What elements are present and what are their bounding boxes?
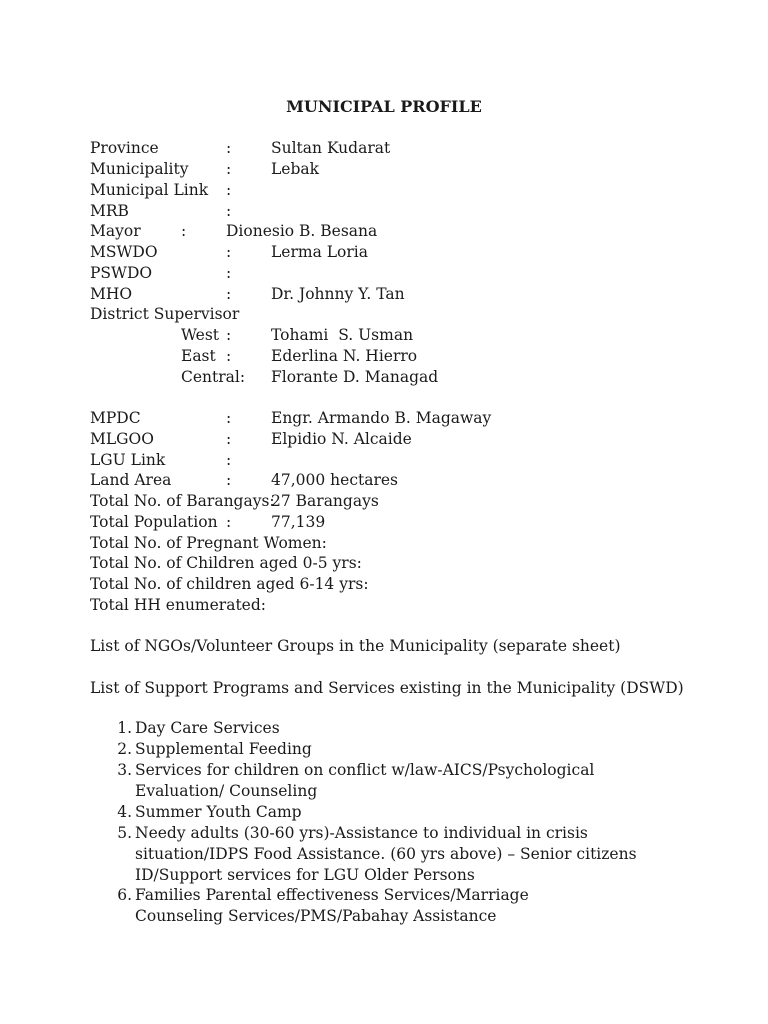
pregnant-women-label: Total No. of Pregnant Women:: [90, 534, 327, 552]
municipal-link-label: Municipal Link: [90, 181, 209, 199]
list-item-text: Families Parental effectiveness Services/Marriage Counseling Services/PMS/Pabahay Assistance: [135, 886, 529, 925]
central-value: Florante D. Managad: [271, 368, 439, 386]
land-area-colon: :: [226, 471, 232, 489]
mayor-colon: :: [181, 222, 187, 240]
west-label: West: [181, 326, 220, 344]
municipality-colon: :: [226, 160, 232, 178]
municipality-label: Municipality: [90, 160, 189, 178]
list-item-number: 1.: [117, 719, 132, 737]
list-item-number: 6.: [117, 886, 132, 904]
east-value: Ederlina N. Hierro: [271, 347, 418, 365]
mlgoo-label: MLGOO: [90, 430, 154, 448]
mho-value: Dr. Johnny Y. Tan: [271, 285, 405, 303]
barangays-value: 27 Barangays: [271, 492, 379, 510]
list-item-text: Supplemental Feeding: [135, 740, 312, 758]
mpdc-label: MPDC: [90, 409, 141, 427]
mswdo-value: Lerma Loria: [271, 243, 368, 261]
list-item-text: Summer Youth Camp: [135, 803, 302, 821]
pswdo-label: PSWDO: [90, 264, 153, 282]
mrb-colon: :: [226, 202, 232, 220]
children-6-14-label: Total No. of children aged 6-14 yrs:: [90, 575, 369, 593]
mayor-value: Dionesio B. Besana: [226, 222, 378, 240]
list-item-number: 3.: [117, 761, 132, 779]
mswdo-colon: :: [226, 243, 232, 261]
mayor-label: Mayor: [90, 222, 141, 240]
ngo-list-line: List of NGOs/Volunteer Groups in the Municipality (separate sheet): [90, 637, 621, 655]
central-label: Central:: [181, 368, 246, 386]
population-label: Total Population: [90, 513, 218, 531]
pswdo-colon: :: [226, 264, 232, 282]
mswdo-label: MSWDO: [90, 243, 158, 261]
east-label: East: [181, 347, 216, 365]
mlgoo-value: Elpidio N. Alcaide: [271, 430, 412, 448]
children-0-5-label: Total No. of Children aged 0-5 yrs:: [90, 554, 362, 572]
east-colon: :: [226, 347, 232, 365]
population-colon: :: [226, 513, 232, 531]
list-item-text: Day Care Services: [135, 719, 280, 737]
mho-label: MHO: [90, 285, 133, 303]
list-item-number: 2.: [117, 740, 132, 758]
mho-colon: :: [226, 285, 232, 303]
list-item-number: 4.: [117, 803, 132, 821]
west-colon: :: [226, 326, 232, 344]
list-item-number: 5.: [117, 824, 132, 842]
district-supervisor-label: District Supervisor: [90, 305, 240, 323]
lgu-link-label: LGU Link: [90, 451, 166, 469]
population-value: 77,139: [271, 513, 326, 531]
support-programs-line: List of Support Programs and Services existing in the Municipality (DSWD): [90, 679, 684, 697]
province-colon: :: [226, 139, 232, 157]
list-item-text: Needy adults (30-60 yrs)-Assistance to individual in crisis situation/IDPS Food Assistance. (60 yrs above) – Senior citizens ID/Support services for LGU Older Persons: [135, 824, 637, 884]
municipal-link-colon: :: [226, 181, 232, 199]
mpdc-colon: :: [226, 409, 232, 427]
mpdc-value: Engr. Armando B. Magaway: [271, 409, 492, 427]
barangays-label: Total No. of Barangays:: [90, 492, 275, 510]
land-area-value: 47,000 hectares: [271, 471, 399, 489]
land-area-label: Land Area: [90, 471, 172, 489]
mlgoo-colon: :: [226, 430, 232, 448]
page-title: MUNICIPAL PROFILE: [286, 97, 482, 116]
province-value: Sultan Kudarat: [271, 139, 391, 157]
list-item-text: Services for children on conflict w/law-AICS/Psychological Evaluation/ Counseling: [135, 761, 595, 800]
lgu-link-colon: :: [226, 451, 232, 469]
hh-enumerated-label: Total HH enumerated:: [90, 596, 266, 614]
mrb-label: MRB: [90, 202, 129, 220]
west-value: Tohami S. Usman: [271, 326, 414, 344]
municipality-value: Lebak: [271, 160, 320, 178]
province-label: Province: [90, 139, 159, 157]
